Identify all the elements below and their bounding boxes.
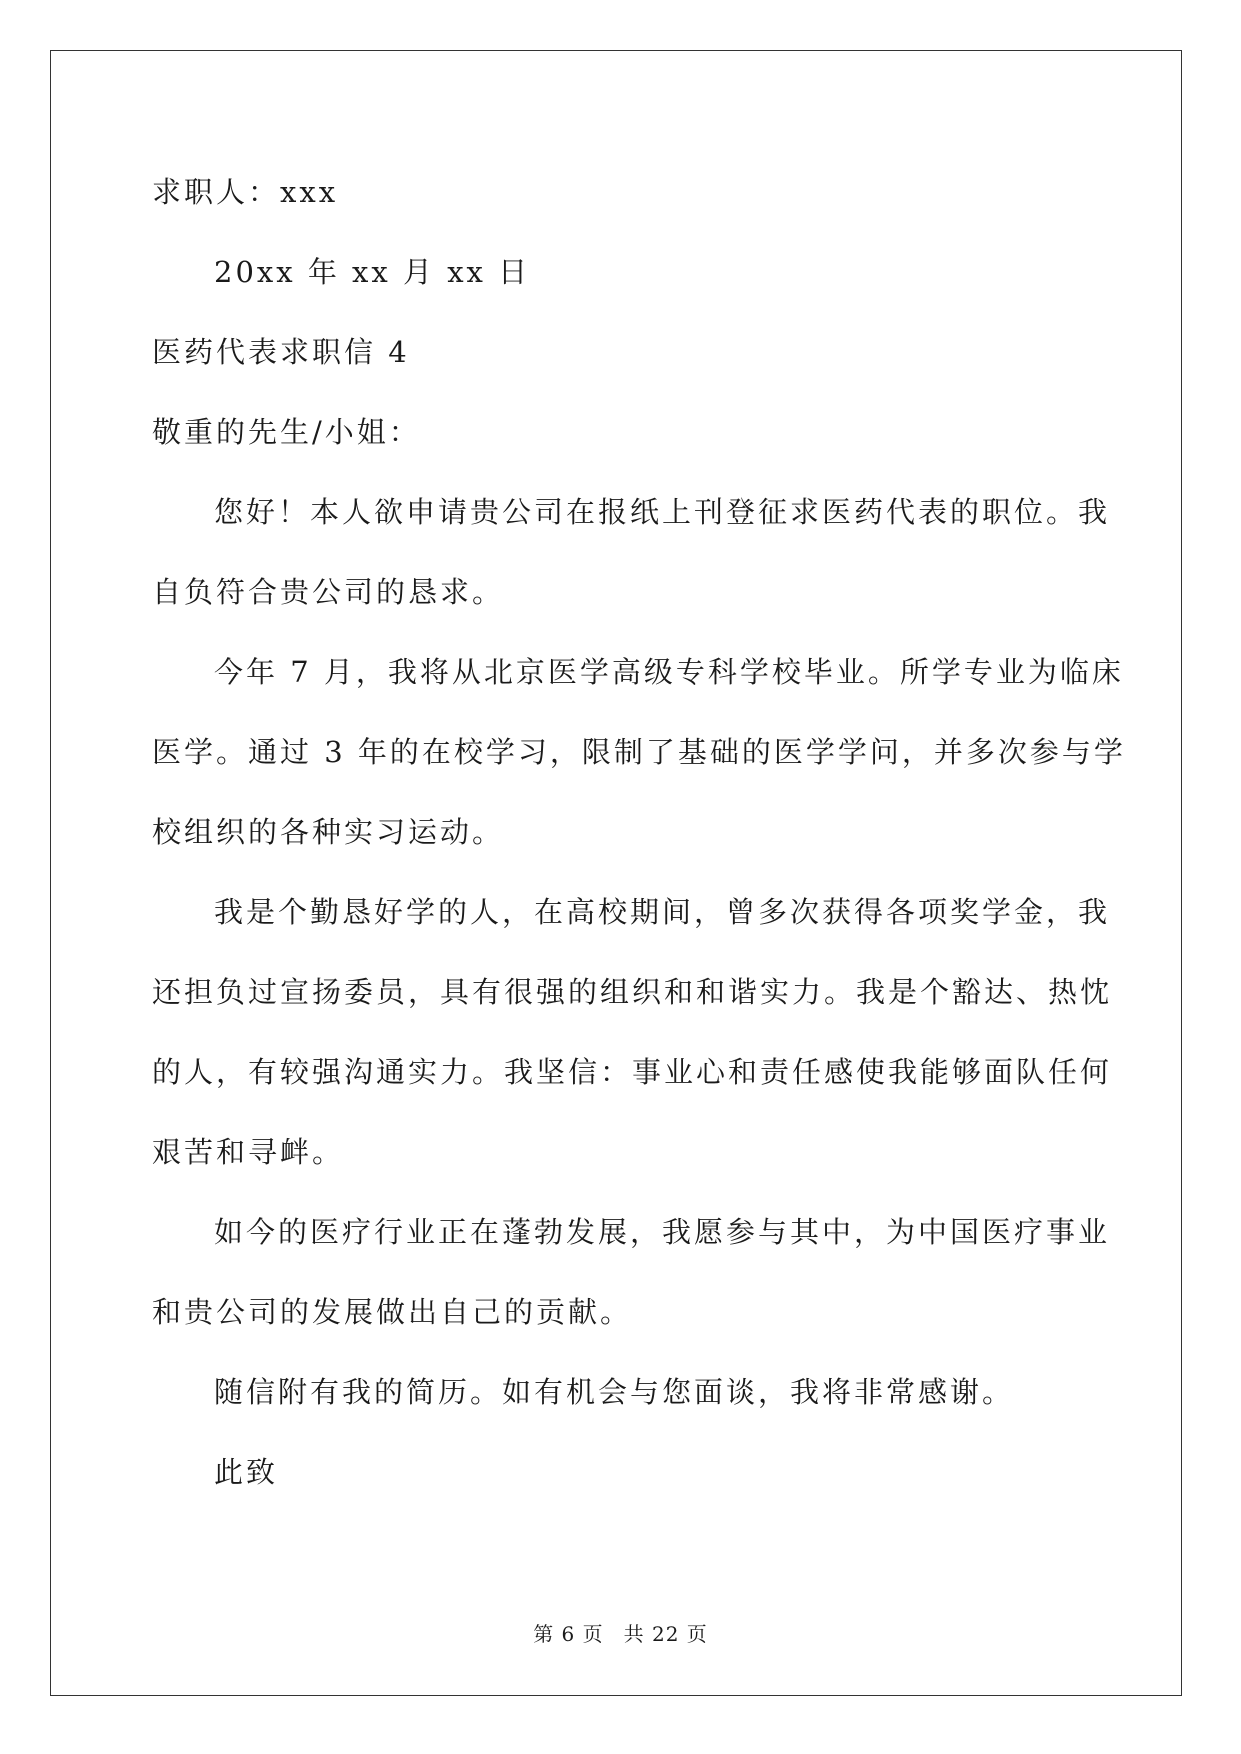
page-number: 第 6 页: [533, 1622, 604, 1646]
text-line: 和贵公司的发展做出自己的贡献。: [152, 1295, 633, 1329]
text-line: 我是个勤恳好学的人，在高校期间，曾多次获得各项奖学金，我: [214, 895, 1111, 929]
text-line: 还担负过宣扬委员，具有很强的组织和和谐实力。我是个豁达、热忱: [152, 975, 1113, 1009]
page-footer: [0, 1618, 1241, 1647]
text-line: 20xx 年 xx 月 xx 日: [214, 255, 531, 289]
text-line: 求职人：xxx: [152, 175, 339, 209]
text-line: 敬重的先生/小姐：: [152, 415, 421, 449]
text-line: 随信附有我的简历。如有机会与您面谈，我将非常感谢。: [214, 1375, 1015, 1409]
text-line: 的人，有较强沟通实力。我坚信：事业心和责任感使我能够面队任何: [152, 1055, 1113, 1089]
text-line: 此致: [214, 1455, 279, 1489]
text-line: 艰苦和寻衅。: [152, 1135, 345, 1169]
text-line: 医药代表求职信 4: [152, 335, 410, 369]
letter-body: [152, 160, 1126, 1520]
text-line: 今年 7 月，我将从北京医学高级专科学校毕业。所学专业为临床: [214, 655, 1124, 689]
page-total: 共 22 页: [623, 1622, 708, 1646]
text-line: 校组织的各种实习运动。: [152, 815, 505, 849]
text-line: 如今的医疗行业正在蓬勃发展，我愿参与其中，为中国医疗事业: [214, 1215, 1111, 1249]
text-line: 医学。通过 3 年的在校学习，限制了基础的医学学问，并多次参与学: [152, 735, 1126, 769]
text-line: 自负符合贵公司的恳求。: [152, 575, 505, 609]
text-line: 您好！本人欲申请贵公司在报纸上刊登征求医药代表的职位。我: [214, 495, 1111, 529]
